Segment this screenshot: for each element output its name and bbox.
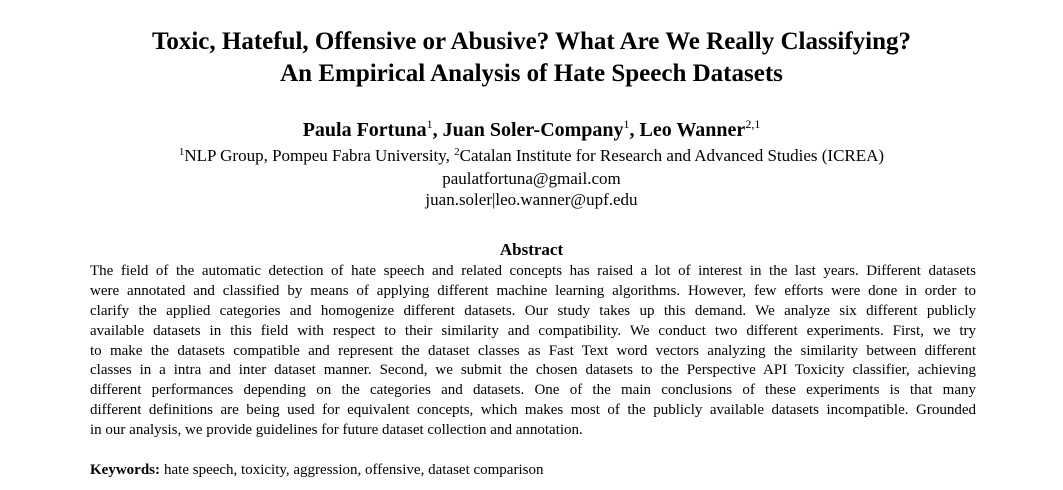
- keywords-text: hate speech, toxicity, aggression, offensive, dataset comparison: [164, 462, 544, 478]
- author-separator: ,: [432, 119, 443, 141]
- author-affiliation-mark: 1: [426, 117, 433, 131]
- title-line: An Empirical Analysis of Hate Speech Datasets: [280, 60, 783, 87]
- abstract-line: to make the datasets compatible and represent the dataset classes as Fast Text word vectors analyzing the similarity between different: [90, 342, 976, 359]
- author-email: juan.soler|leo.wanner@upf.edu: [425, 190, 638, 209]
- abstract-line: in our analysis, we provide guidelines for future dataset collection and annotation.: [90, 422, 583, 439]
- affiliation-mark: 1: [178, 146, 185, 158]
- keywords-label: Keywords:: [90, 462, 160, 478]
- author-affiliation-mark: 1: [623, 117, 630, 131]
- abstract-heading: Abstract: [499, 240, 564, 259]
- author-name: Juan Soler-Company: [442, 119, 624, 141]
- abstract-line: available datasets in this field with respect to their similarity and compatibility. We conduct two different experiments. First, we try: [90, 322, 976, 339]
- abstract-line: different performances depending on the categories and datasets. One of the main conclusions of these experiments is that many: [90, 382, 976, 399]
- author-list: [0, 117, 1063, 143]
- affiliation-text: NLP Group, Pompeu Fabra University,: [184, 146, 455, 165]
- abstract-line: clarify the applied categories and homogenize different datasets. Our study takes up this demand. We analyze six different publicly: [90, 302, 976, 319]
- abstract-line: classes in a intra and inter dataset manner. Second, we submit the chosen datasets to the Perspective API Toxicity classifier, achieving: [90, 362, 976, 379]
- abstract-line: The field of the automatic detection of hate speech and related concepts has raised a lot of interest in the last years. Different datasets: [90, 263, 976, 279]
- abstract-body: [90, 262, 976, 441]
- author-name: Leo Wanner: [639, 119, 746, 141]
- author-affiliation-mark: 2,1: [745, 117, 761, 131]
- author-separator: ,: [629, 119, 640, 141]
- keywords-line: [90, 460, 976, 480]
- abstract-line: different definitions are being used for equivalent concepts, which makes most of the publicly available datasets incompatible. Grounded: [90, 402, 976, 419]
- title-line: Toxic, Hateful, Offensive or Abusive? What Are We Really Classifying?: [151, 28, 912, 55]
- abstract-line: were annotated and classified by means of applying different machine learning algorithms. However, few efforts were done in order to: [90, 282, 976, 299]
- affiliation-line: [0, 145, 1063, 166]
- affiliation-text: Catalan Institute for Research and Advanced Studies (ICREA): [459, 146, 885, 165]
- author-name: Paula Fortuna: [302, 119, 427, 141]
- author-email: paulatfortuna@gmail.com: [442, 169, 621, 188]
- affiliation-mark: 2: [454, 146, 460, 158]
